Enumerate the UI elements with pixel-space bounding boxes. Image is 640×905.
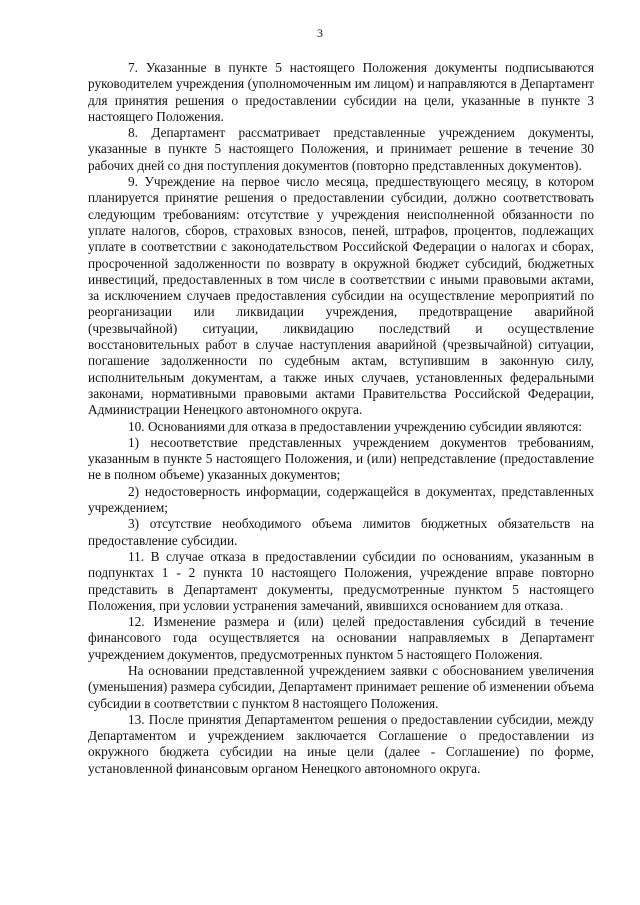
- paragraph-12-continued: На основании представленной учреждением заявки с обоснованием увеличения (уменьшения) размера субсидии, Департамент принимает решение об изменении объема субсидии в соответствии с пунктом 8 настоящего Положения.: [88, 662, 594, 711]
- document-body: [88, 60, 594, 777]
- paragraph-7: 7. Указанные в пункте 5 настоящего Положения документы подписываются руководителем учреждения (уполномоченным им лицом) и направляются в Департамент для принятия решения о предоставлении субсидии на цели, указанные в пункте 3 настоящего Положения.: [88, 60, 594, 124]
- paragraph-10-item-2: 2) недостоверность информации, содержащейся в документах, представленных учреждением;: [88, 483, 594, 516]
- paragraph-9: 9. Учреждение на первое число месяца, предшествующего месяцу, в котором планируется принятие решения о предоставлении субсидии, должно соответствовать следующим требованиям: отсутствие у учреждения неисполненной обязанности по уплате налогов, сборов, страховых взносов, пеней, штрафов, процентов, подлежащих уплате в соответствии с законодательством Российской Федерации о налогах и сборах, просроченной задолженности по возврату в окружной бюджет субсидий, бюджетных инвестиций, предоставленных в том числе в соответствии с иными правовыми актами, за исключением случаев предоставления субсидии на осуществление мероприятий по реорганизации или ликвидации учреждения, предотвращение аварийной (чрезвычайной) ситуации, ликвидацию последствий и осуществление восстановительных работ в случае наступления аварийной (чрезвычайной) ситуации, погашение задолженности по судебным актам, вступившим в законную силу, исполнительным документам, а также иных случаев, установленных федеральными законами, нормативными правовыми актами Правительства Российской Федерации, Администрации Ненецкого автономного округа.: [88, 174, 594, 418]
- paragraph-12: 12. Изменение размера и (или) целей предоставления субсидий в течение финансового года осуществляется на основании направляемых в Департамент учреждением документов, предусмотренных пунктом 5 настоящего Положения.: [88, 614, 594, 662]
- paragraph-8: 8. Департамент рассматривает представленные учреждением документы, указанные в пункте 5 настоящего Положения, и принимает решение в течение 30 рабочих дней со дня поступления документов (повторно представленных документов).: [88, 125, 594, 173]
- paragraph-10: 10. Основаниями для отказа в предоставлении учреждению субсидии являются:: [128, 418, 583, 434]
- paragraph-10-item-3: 3) отсутствие необходимого объема лимитов бюджетных обязательств на предоставление субсидии.: [88, 516, 594, 548]
- paragraph-13: 13. После принятия Департаментом решения о предоставлении субсидии, между Департаментом и учреждением заключается Соглашение о предоставлении из окружного бюджета субсидии на иные цели (далее - Соглашение) по форме, установленной финансовым органом Ненецкого автономного округа.: [88, 711, 594, 776]
- paragraph-11: 11. В случае отказа в предоставлении субсидии по основаниям, указанным в подпунктах 1 - 2 пункта 10 настоящего Положения, учреждение вправе повторно представить в Департамент документы, предусмотренные пунктом 5 настоящего Положения, при условии устранения замечаний, явившихся основанием для отказа.: [88, 548, 594, 613]
- page-number: 3: [317, 26, 323, 40]
- paragraph-10-item-1: 1) несоответствие представленных учреждением документов требованиям, указанным в пункте 5 настоящего Положения, и (или) непредставление (предоставление не в полном объеме) указанных документов;: [88, 434, 594, 483]
